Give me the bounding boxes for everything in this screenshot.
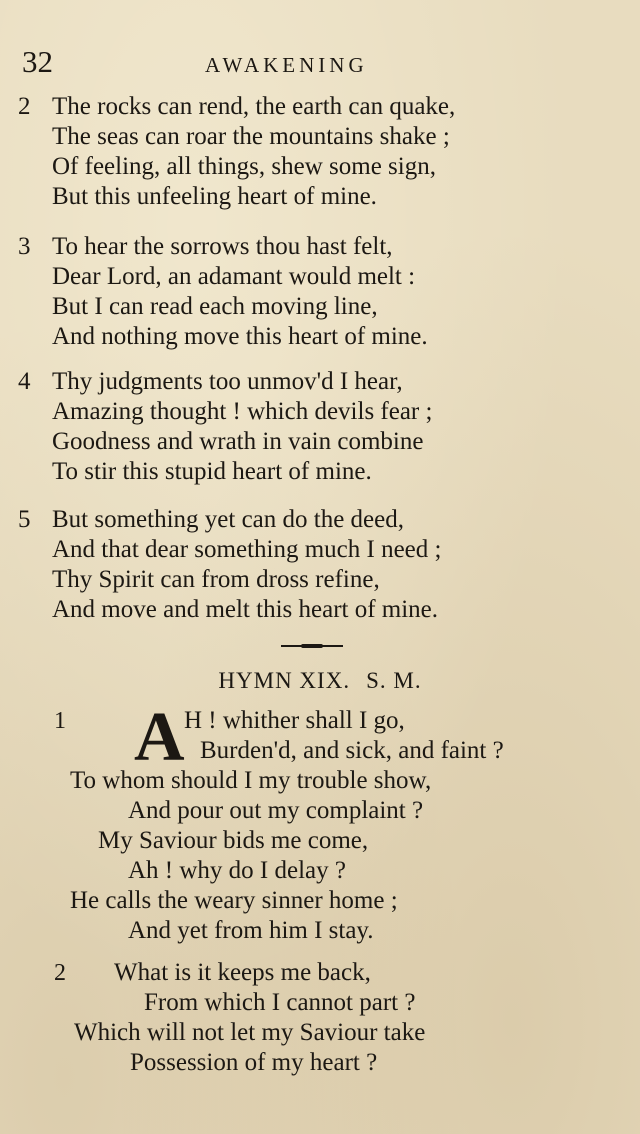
verse-line: And that dear something much I need ; — [52, 536, 442, 563]
verse-line: Burden'd, and sick, and faint ? — [200, 737, 504, 764]
verse-line: H ! whither shall I go, — [184, 707, 405, 734]
divider-ornament — [301, 644, 323, 648]
verse-line: And nothing move this heart of mine. — [52, 323, 428, 350]
verse-line: Ah ! why do I delay ? — [128, 857, 346, 884]
section-divider — [281, 644, 343, 648]
verse-line: But this unfeeling heart of mine. — [52, 183, 377, 210]
running-title: AWAKENING — [205, 53, 368, 77]
stanza-number: 3 — [18, 233, 31, 260]
verse-line: To stir this stupid heart of mine. — [52, 458, 372, 485]
verse-line: And pour out my complaint ? — [128, 797, 424, 824]
stanza-number: 2 — [54, 960, 66, 986]
page-number: 32 — [22, 44, 53, 79]
stanza-4 — [18, 367, 618, 487]
verse-line: The rocks can rend, the earth can quake, — [52, 93, 456, 120]
verse-line: Of feeling, all things, shew some sign, — [52, 153, 436, 180]
verse-line: He calls the weary sinner home ; — [70, 887, 398, 914]
verse-line: Thy Spirit can from dross refine, — [52, 566, 380, 593]
verse-line: And yet from him I stay. — [128, 917, 374, 944]
hymn-stanza-1-body — [0, 766, 640, 946]
page-header — [20, 44, 620, 84]
verse-line: Amazing thought ! which devils fear ; — [52, 398, 433, 425]
hymn-stanza-2 — [0, 958, 640, 1078]
verse-line: Which will not let my Saviour take — [74, 1019, 426, 1046]
verse-line: What is it keeps me back, — [114, 959, 371, 986]
verse-line: Possession of my heart ? — [130, 1049, 378, 1076]
verse-line: The seas can roar the mountains shake ; — [52, 123, 450, 150]
stanza-2 — [18, 92, 618, 212]
stanza-number: 2 — [18, 93, 31, 120]
hymn-heading — [0, 666, 640, 696]
verse-line: Thy judgments too unmov'd I hear, — [52, 368, 403, 395]
stanza-number: 4 — [18, 368, 31, 395]
verse-line: Dear Lord, an adamant would melt : — [52, 263, 416, 290]
verse-line: To hear the sorrows thou hast felt, — [52, 233, 393, 260]
stanza-number: 5 — [18, 506, 31, 533]
verse-line: To whom should I my trouble show, — [70, 767, 432, 794]
verse-line: From which I cannot part ? — [144, 989, 416, 1016]
hymn-title: HYMN XIX. — [218, 668, 351, 693]
verse-line: Goodness and wrath in vain combine — [52, 428, 424, 455]
drop-capital: A — [134, 699, 185, 776]
verse-line: But something yet can do the deed, — [52, 506, 405, 533]
hymn-meter: S. M. — [366, 668, 422, 693]
verse-line: And move and melt this heart of mine. — [52, 596, 439, 623]
stanza-3 — [18, 232, 618, 352]
stanza-5 — [18, 505, 618, 625]
verse-line: But I can read each moving line, — [52, 293, 378, 320]
stanza-number: 1 — [54, 708, 66, 734]
verse-line: My Saviour bids me come, — [98, 827, 369, 854]
